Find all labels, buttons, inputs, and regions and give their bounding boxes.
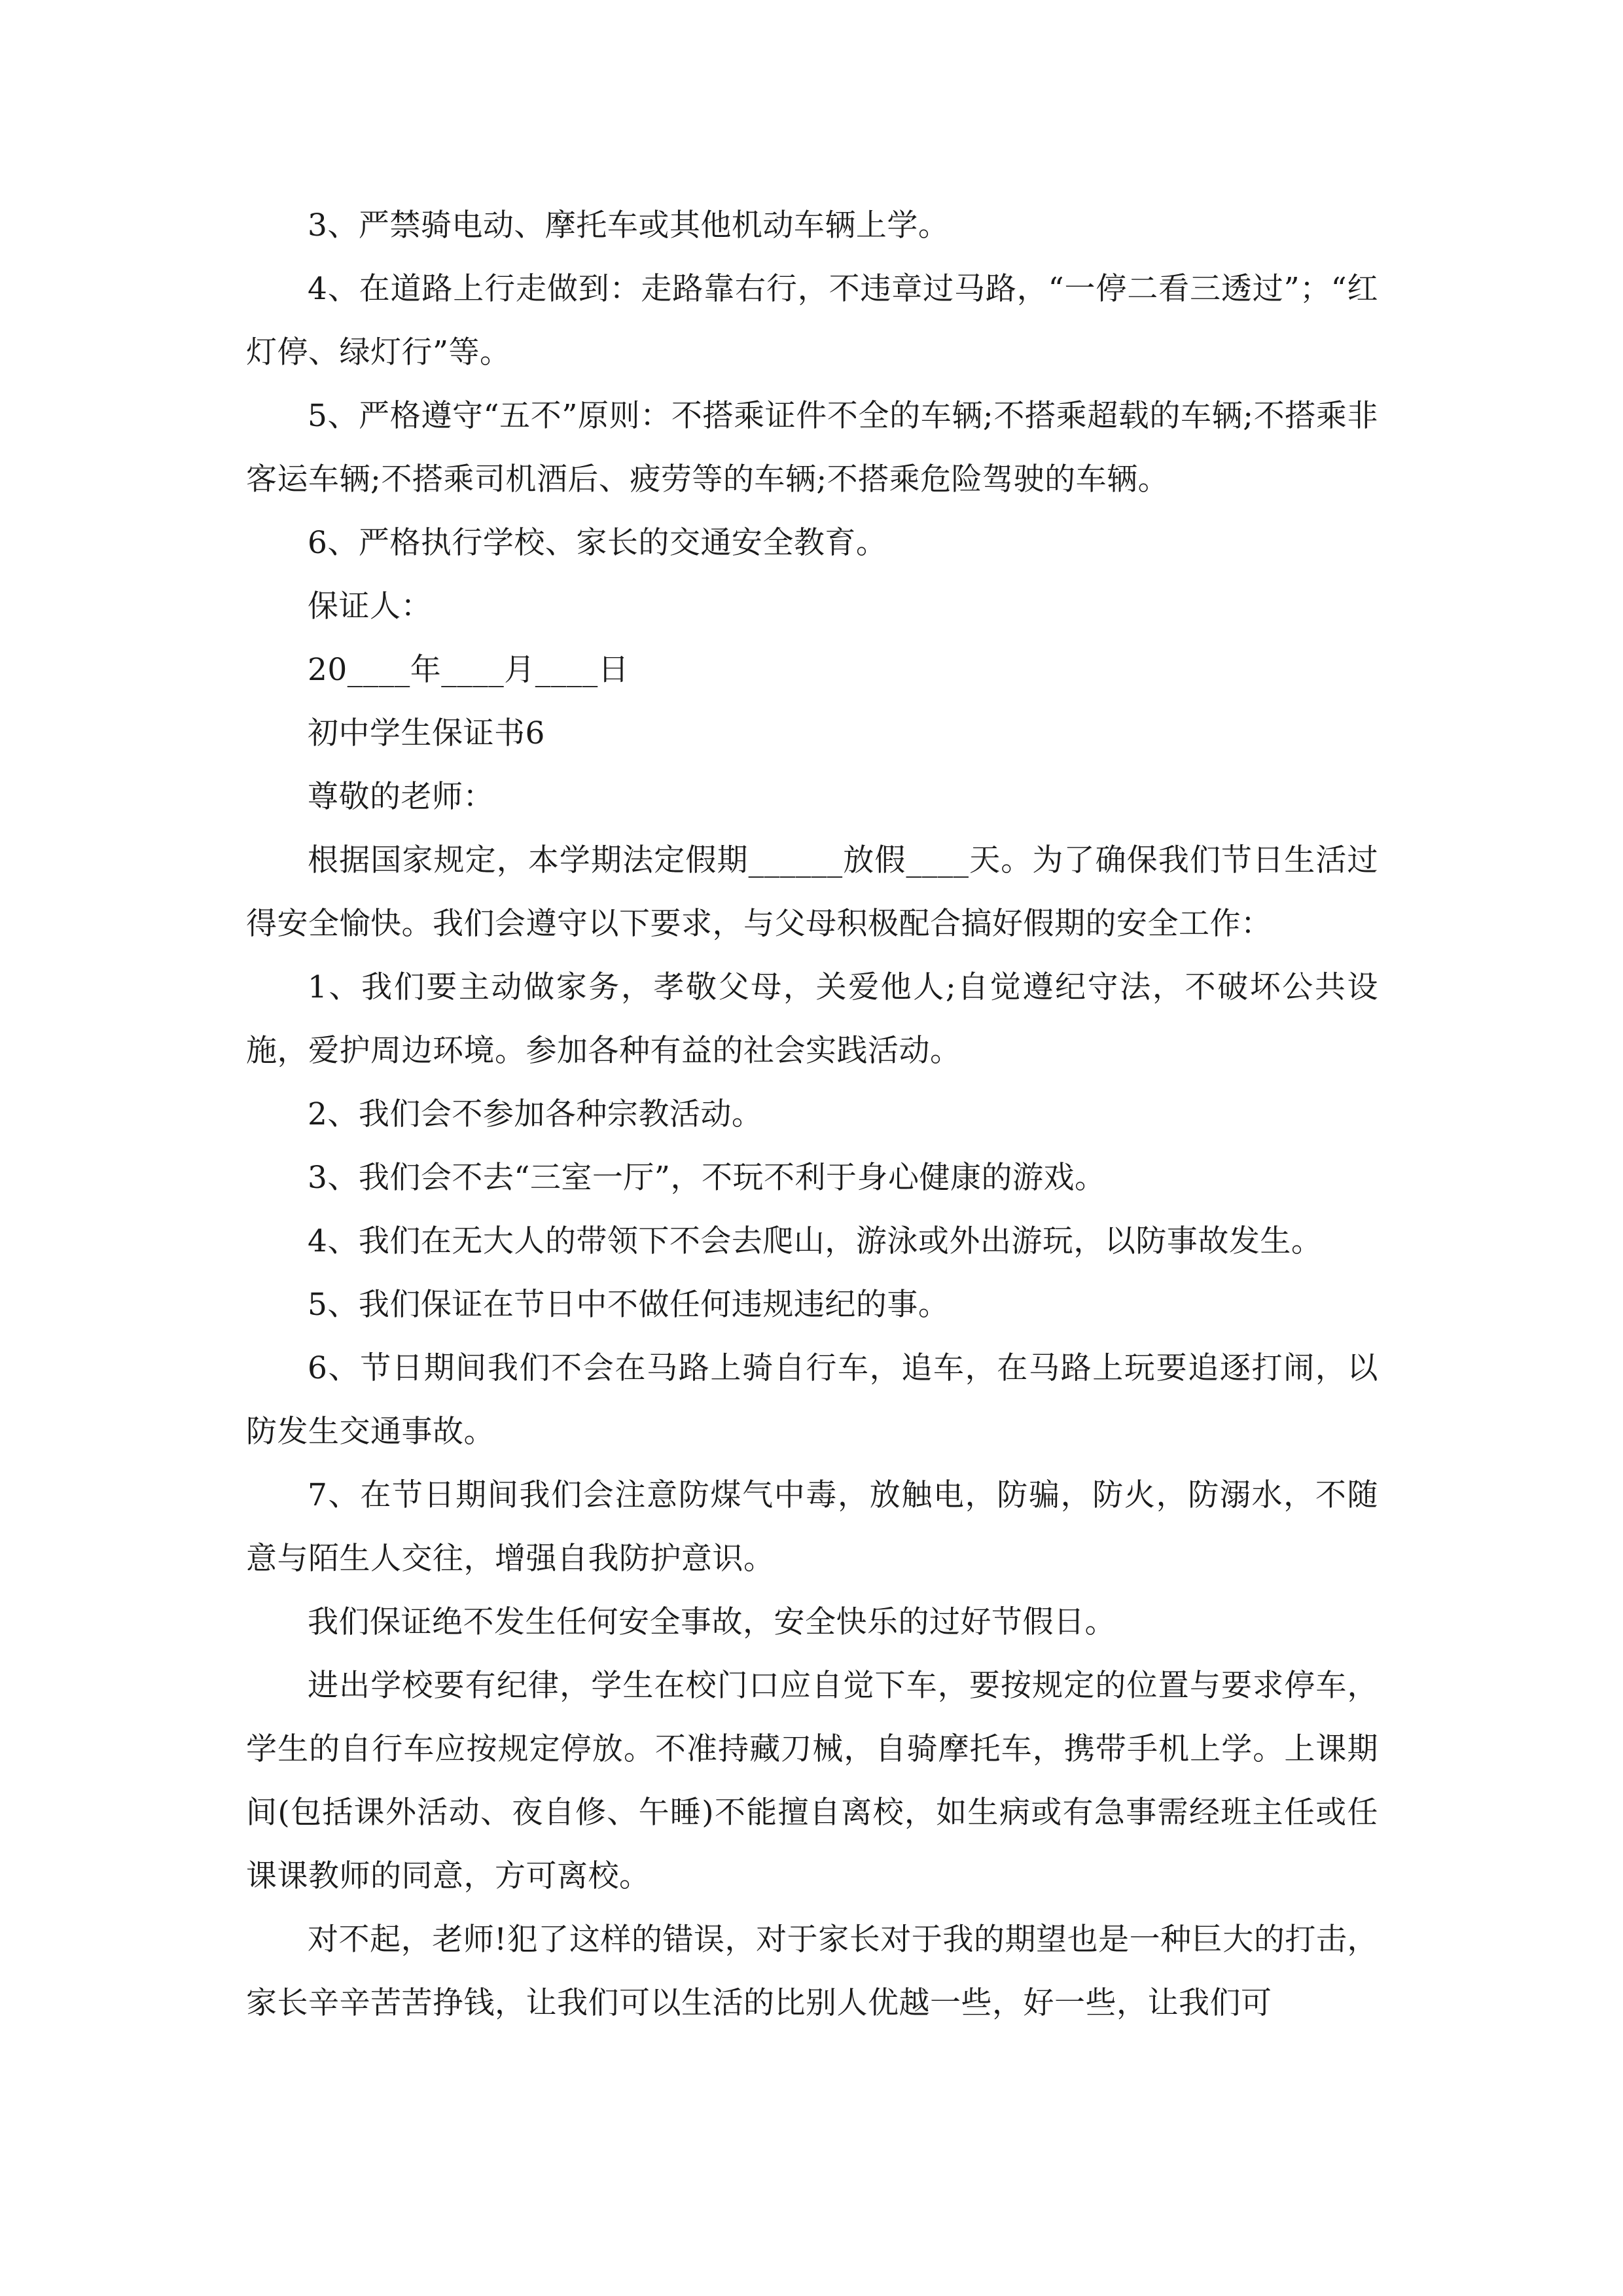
- date-line: 20____年____月____日: [308, 652, 630, 688]
- paragraph-item-6: 6、节日期间我们不会在马路上骑自行车，追车，在马路上玩要追逐打闹，以防发生交通事故。: [246, 1350, 1378, 1450]
- section-title: 初中学生保证书6: [308, 715, 545, 751]
- paragraph-item-4: 4、我们在无大人的带领下不会去爬山，游泳或外出游玩，以防事故发生。: [308, 1223, 1323, 1259]
- paragraph-discipline: 进出学校要有纪律，学生在校门口应自觉下车，要按规定的位置与要求停车，学生的自行车应按规定停放。不准持藏刀械，自骑摩托车，携带手机上学。上课期间(包括课外活动、夜自修、午睡)不能擅自离校，如生病或有急事需经班主任或任课课教师的同意，方可离校。: [246, 1668, 1378, 1894]
- paragraph-item-3: 3、我们会不去“三室一厅”，不玩不利于身心健康的游戏。: [308, 1160, 1106, 1196]
- paragraph-item-7: 7、在节日期间我们会注意防煤气中毒，放触电，防骗，防火，防溺水，不随意与陌生人交往，增强自我防护意识。: [246, 1477, 1378, 1577]
- document-body: [246, 194, 1378, 2035]
- paragraph-item-5: 5、我们保证在节日中不做任何违规违纪的事。: [308, 1287, 950, 1323]
- paragraph-rule-6: 6、严格执行学校、家长的交通安全教育。: [308, 525, 887, 561]
- salutation: 尊敬的老师：: [308, 779, 494, 815]
- paragraph-pledge: 我们保证绝不发生任何安全事故，安全快乐的过好节假日。: [308, 1604, 1116, 1640]
- paragraph-item-1: 1、我们要主动做家务，孝敬父母，关爱他人;自觉遵纪守法，不破坏公共设施，爱护周边环境。参加各种有益的社会实践活动。: [246, 969, 1378, 1069]
- paragraph-rule-3: 3、严禁骑电动、摩托车或其他机动车辆上学。: [308, 207, 950, 243]
- paragraph-rule-4: 4、在道路上行走做到：走路靠右行，不违章过马路，“一停二看三透过”；“红灯停、绿灯行”等。: [246, 271, 1378, 370]
- paragraph-intro: 根据国家规定，本学期法定假期______放假____天。为了确保我们节日生活过得安全愉快。我们会遵守以下要求，与父母积极配合搞好假期的安全工作：: [246, 842, 1378, 942]
- paragraph-apology: 对不起，老师!犯了这样的错误，对于家长对于我的期望也是一种巨大的打击，家长辛辛苦苦挣钱，让我们可以生活的比别人优越一些，好一些，让我们可: [246, 1922, 1378, 2021]
- paragraph-item-2: 2、我们会不参加各种宗教活动。: [308, 1096, 763, 1132]
- guarantor-label: 保证人：: [308, 588, 432, 624]
- paragraph-rule-5: 5、严格遵守“五不”原则：不搭乘证件不全的车辆;不搭乘超载的车辆;不搭乘非客运车辆;不搭乘司机酒后、疲劳等的车辆;不搭乘危险驾驶的车辆。: [246, 398, 1378, 497]
